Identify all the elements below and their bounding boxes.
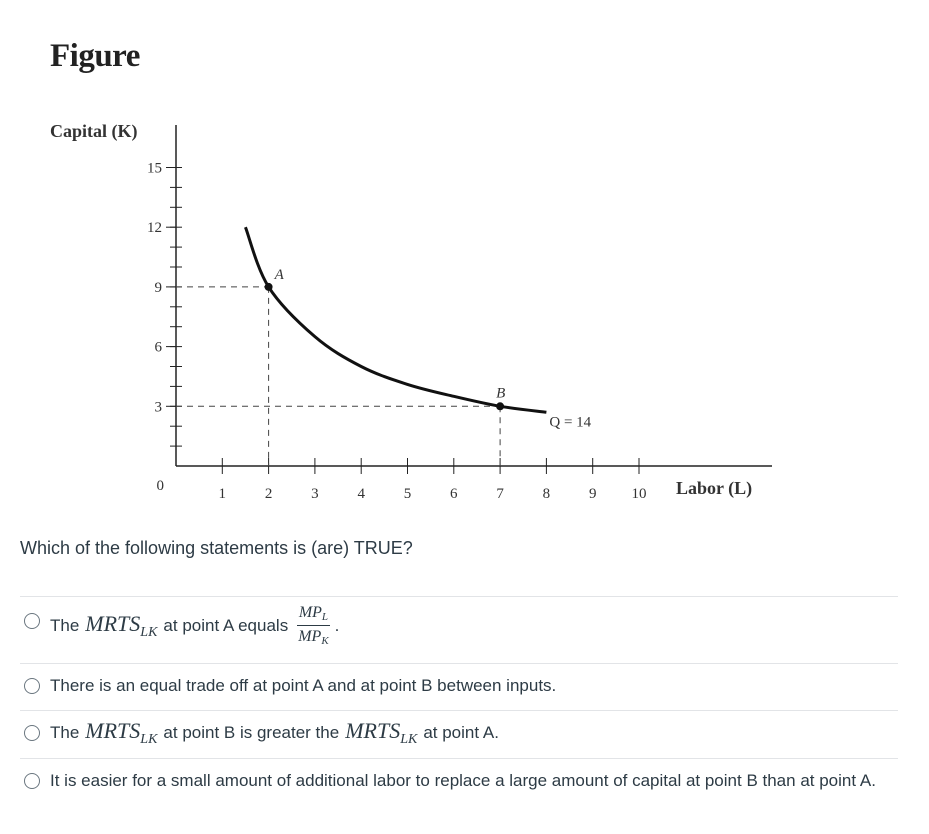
y-tick-label: 15 bbox=[147, 160, 162, 177]
x-tick-label: 8 bbox=[542, 486, 551, 502]
option-4-radio[interactable] bbox=[24, 773, 40, 789]
option-1-post: . bbox=[334, 615, 340, 635]
point-label-a: A bbox=[274, 266, 284, 283]
option-2-radio[interactable] bbox=[24, 678, 40, 694]
option-4[interactable] bbox=[24, 771, 876, 791]
frac-den-main: MP bbox=[298, 628, 322, 646]
x-tick-label: 7 bbox=[496, 486, 504, 502]
option-1[interactable] bbox=[24, 604, 339, 647]
y-tick-label: 6 bbox=[154, 339, 162, 356]
x-tick-label: 5 bbox=[403, 486, 412, 502]
fraction-numerator bbox=[297, 604, 330, 626]
x-tick-label: 10 bbox=[631, 486, 647, 502]
option-1-mid: at point A equals bbox=[163, 615, 289, 635]
option-3-math2 bbox=[345, 718, 417, 748]
point-label-b: B bbox=[496, 385, 506, 402]
y-tick-label: 9 bbox=[154, 279, 162, 296]
origin-label: 0 bbox=[156, 478, 164, 494]
fraction-denominator bbox=[296, 626, 330, 647]
option-3-math2-main: MRTS bbox=[345, 718, 401, 743]
x-tick-label: 1 bbox=[218, 486, 227, 502]
option-3-math2-sub: LK bbox=[400, 732, 418, 747]
divider bbox=[20, 663, 898, 664]
x-tick-label: 3 bbox=[311, 486, 319, 502]
dashed-guides bbox=[176, 287, 500, 466]
option-3-mid: at point B is greater the bbox=[163, 723, 340, 742]
x-tick-label: 6 bbox=[450, 486, 458, 502]
frac-den-sub: K bbox=[321, 635, 329, 648]
frac-num-main: MP bbox=[298, 604, 322, 621]
option-3[interactable] bbox=[24, 718, 499, 748]
curve-label: Q = 14 bbox=[549, 414, 592, 431]
question-text: Which of the following statements is (are) TRUE? bbox=[20, 538, 413, 558]
option-1-math-sub: LK bbox=[140, 624, 158, 640]
divider bbox=[20, 710, 898, 711]
figure-heading: Figure bbox=[50, 38, 140, 74]
option-3-pre: The bbox=[50, 723, 80, 742]
x-tick-label: 9 bbox=[588, 486, 597, 502]
option-3-math-main: MRTS bbox=[85, 718, 141, 743]
point-a bbox=[265, 283, 273, 291]
option-1-fraction bbox=[296, 604, 330, 647]
x-tick-label: 4 bbox=[357, 486, 365, 502]
option-3-math-sub: LK bbox=[140, 732, 158, 747]
x-tick-label: 2 bbox=[264, 486, 273, 502]
option-1-math-main: MRTS bbox=[85, 610, 141, 636]
y-axis-title: Capital (K) bbox=[50, 121, 138, 141]
option-1-radio[interactable] bbox=[24, 613, 40, 629]
point-b bbox=[496, 402, 504, 410]
option-1-pre: The bbox=[50, 615, 80, 635]
chart-axes bbox=[166, 125, 772, 474]
option-2[interactable] bbox=[24, 676, 556, 696]
option-2-text: There is an equal trade off at point A and at point B between inputs. bbox=[50, 676, 557, 695]
option-3-radio[interactable] bbox=[24, 725, 40, 741]
frac-num-sub: L bbox=[321, 611, 329, 623]
divider bbox=[20, 596, 898, 597]
divider bbox=[20, 758, 898, 759]
x-axis-title: Labor (L) bbox=[676, 478, 753, 498]
y-tick-label: 12 bbox=[147, 220, 162, 237]
option-3-math bbox=[85, 718, 157, 748]
option-1-math bbox=[85, 611, 157, 641]
chart-labels bbox=[50, 121, 752, 502]
option-3-post: at point A. bbox=[423, 723, 499, 742]
option-4-text: It is easier for a small amount of additional labor to replace a large amount of capital at point B than at point A. bbox=[50, 771, 876, 790]
y-tick-label: 3 bbox=[154, 399, 162, 416]
